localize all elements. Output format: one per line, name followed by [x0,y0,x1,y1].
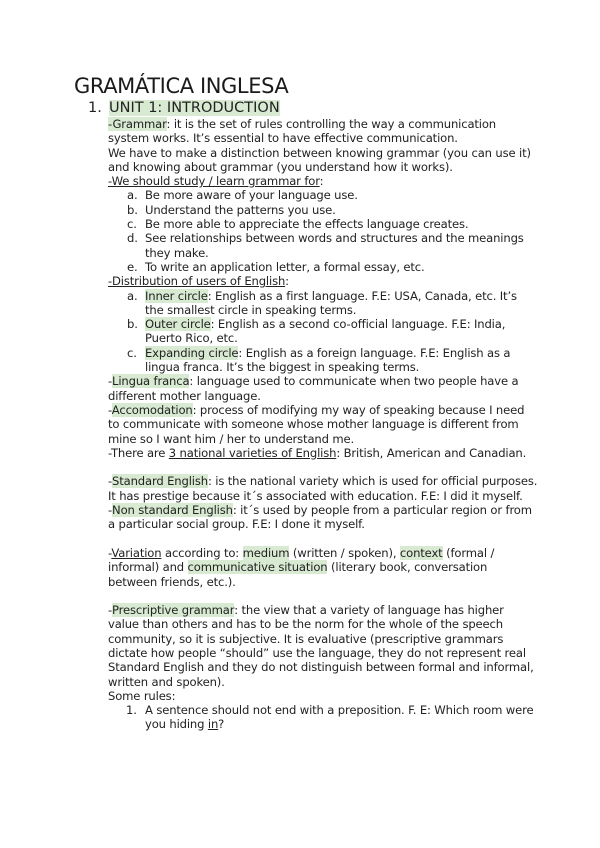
list-item [108,317,538,346]
circle-term: Inner circle [145,288,208,303]
unit-heading [88,99,280,118]
non-standard-english-term: Non standard English [112,503,233,518]
variation-paragraph [108,546,538,589]
list-text: See relationships between words and structures and the meanings they make. [145,231,524,260]
dash: - [108,545,112,560]
list-item [108,231,538,260]
distribution-colon: : [285,274,289,289]
varieties-list: : British, American and Canadian. [336,445,527,460]
list-marker: c. [127,345,137,360]
list-text: : English as a first language. F.E: USA, Canada, etc. It’s the smallest circle in speaking terms. [145,288,517,317]
non-standard-english-definition: : it´s used by people from a particular region or from a particular social group. F.E: I done it myself. [108,503,532,532]
list-item [108,289,538,318]
variation-text: (written / spoken), [289,545,400,560]
list-marker: b. [127,202,138,217]
accomodation-term: Accomodation [111,402,193,417]
list-marker: c. [127,217,137,232]
rule-word: in [207,717,219,732]
list-item [108,217,538,231]
list-item [108,188,538,202]
grammar-distinction: We have to make a distinction between knowing grammar (you can use it) and knowing about grammar (you understand how it works). [108,145,531,174]
grammar-paragraph [108,117,538,146]
dash: - [108,503,113,518]
standard-english-paragraph [108,474,538,503]
distribution-list [108,289,538,375]
context-term: context [399,545,443,560]
lingua-franca-paragraph [108,374,538,403]
dash: - [108,374,113,389]
standard-english-term: Standard English [112,474,208,489]
distribution-heading: -Distribution of users of English [108,274,286,289]
page-title: GRAMÁTICA INGLESA [74,74,289,98]
grammar-term: -Grammar [108,117,167,131]
accomodation-paragraph [108,403,538,446]
non-standard-english-paragraph [108,503,538,532]
list-item [108,260,538,274]
study-colon: : [319,174,324,189]
list-text: : English as a second co-official language. F.E: India, Puerto Rico, etc. [145,317,506,346]
study-list [108,188,538,274]
medium-term: medium [242,545,290,560]
standard-english-definition: : is the national variety which is used for official purposes. It has prestige because it´s associated with education. F.E: I did it myself. [108,474,538,503]
rules-list [108,703,538,732]
study-heading-line [108,174,538,188]
variation-term: Variation [111,545,162,560]
accomodation-definition: : process of modifying my way of speaking because I need to communicate with someone whose mother language is different from mine so I want him / her to understand me. [108,402,525,446]
varieties-paragraph [108,446,538,460]
list-item [108,346,538,375]
list-marker: a. [127,288,138,303]
list-item [108,703,538,732]
circle-term: Expanding circle [145,345,239,360]
rule-text: A sentence should not end with a preposition. F. E: Which room were you hiding [145,703,534,732]
list-text: To write an application letter, a formal essay, etc. [145,259,425,274]
unit-number: 1. [88,100,102,116]
variation-text: (formal / informal) and [108,545,495,575]
varieties-term: 3 national varieties of English [168,445,337,460]
list-marker: 1. [126,703,137,718]
prescriptive-grammar-definition: : the view that a variety of language has higher value than others and has to be the norm for the whole of the speech community, so it is subjective. It is evaluative (prescriptive grammars dictate how people “should” use the language, they do not represent real Standard English and they do not distinguish between formal and informal, written and spoken). [108,603,534,689]
list-text: : English as a foreign language. F.E: English as a lingua franca. It’s the biggest in speaking terms. [145,345,511,375]
list-text: Be more aware of your language use. [145,188,358,203]
circle-term: Outer circle [145,317,211,332]
lingua-franca-term: Lingua franca [112,374,190,389]
some-rules-label: Some rules: [108,688,176,703]
dash: - [108,603,113,618]
list-marker: b. [127,317,138,332]
grammar-definition: : it is the set of rules controlling the way a communication system works. It’s essential to have effective communication. [108,117,497,146]
list-text: Understand the patterns you use. [145,202,336,217]
prescriptive-grammar-term: Prescriptive grammar [112,603,235,618]
list-marker: e. [127,259,138,274]
list-marker: a. [127,188,138,203]
blank-line [108,460,538,474]
prescriptive-grammar-paragraph [108,603,538,689]
list-item [108,203,538,217]
varieties-intro: -There are [108,445,169,460]
list-text: Be more able to appreciate the effects language creates. [145,217,469,232]
blank-line [108,532,538,546]
distribution-heading-line [108,274,538,288]
communicative-situation-term: communicative situation [187,560,328,575]
dash: - [108,402,112,417]
variation-text: (literary book, conversation between friends, etc.). [108,560,488,589]
variation-text: according to: [161,545,243,560]
rule-end: ? [218,717,225,732]
study-heading: -We should study / learn grammar for [108,174,320,189]
unit-title: UNIT 1: INTRODUCTION [109,100,280,116]
unit-content [108,117,538,732]
lingua-franca-definition: : language used to communicate when two people have a different mother language. [108,374,519,403]
list-marker: d. [127,231,138,246]
dash: - [108,474,113,489]
blank-line [108,589,538,603]
